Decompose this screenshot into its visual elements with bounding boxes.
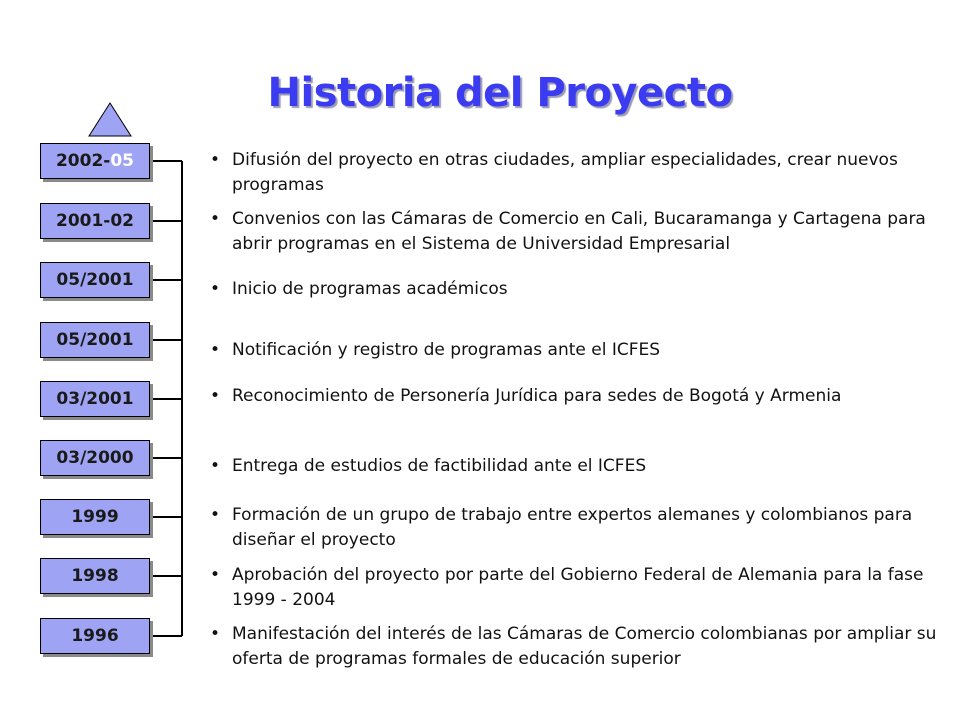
event-text: Aprobación del proyecto por parte del Gobierno Federal de Alemania para la fase 1999 - 2004 — [232, 565, 924, 610]
event-item — [210, 338, 940, 363]
year-label-highlight: 05 — [110, 151, 135, 171]
event-text: Inicio de programas académicos — [232, 279, 508, 299]
year-label: 1998 — [71, 566, 119, 586]
year-label: 05/2001 — [56, 270, 134, 290]
year-label: 05/2001 — [56, 330, 134, 350]
event-item — [210, 563, 940, 613]
event-item — [210, 622, 940, 672]
event-text: Convenios con las Cámaras de Comercio en Cali, Bucaramanga y Cartagena para abrir programas en el Sistema de Universidad Empresarial — [232, 209, 926, 254]
year-box — [40, 558, 150, 594]
year-label: 03/2001 — [56, 389, 134, 409]
event-item — [210, 148, 940, 198]
event-item — [210, 503, 940, 553]
event-text: Reconocimiento de Personería Jurídica para sedes de Bogotá y Armenia — [232, 386, 842, 406]
year-box — [40, 262, 150, 298]
year-label: 1996 — [71, 626, 119, 646]
page-title: Historia del Proyecto — [267, 70, 733, 116]
bullet-icon: • — [210, 386, 221, 406]
event-text: Entrega de estudios de factibilidad ante el ICFES — [232, 456, 647, 476]
year-box — [40, 322, 150, 358]
year-label: 2002- — [55, 151, 111, 171]
event-text: Difusión del proyecto en otras ciudades, ampliar especialidades, crear nuevos programas — [232, 150, 898, 195]
year-box — [40, 203, 150, 239]
year-label: 03/2000 — [56, 448, 134, 468]
bullet-icon: • — [210, 624, 221, 644]
year-box — [40, 440, 150, 476]
event-item — [210, 454, 940, 479]
year-box — [40, 143, 150, 179]
year-label: 2001-02 — [55, 211, 135, 231]
event-item — [210, 277, 940, 302]
bullet-icon: • — [210, 150, 221, 170]
year-label: 1999 — [71, 507, 119, 527]
bullet-icon: • — [210, 565, 221, 585]
event-text: Formación de un grupo de trabajo entre expertos alemanes y colombianos para diseñar el proyecto — [232, 505, 913, 550]
year-box — [40, 618, 150, 654]
year-box — [40, 499, 150, 535]
bullet-icon: • — [210, 209, 221, 229]
bullet-icon: • — [210, 456, 221, 476]
bullet-icon: • — [210, 340, 221, 360]
bullet-icon: • — [210, 505, 221, 525]
event-item — [210, 384, 940, 409]
event-item — [210, 207, 940, 257]
bullet-icon: • — [210, 279, 221, 299]
event-text: Manifestación del interés de las Cámaras de Comercio colombianas por ampliar su oferta de programas formales de educación superior — [232, 624, 937, 669]
event-text: Notificación y registro de programas ante el ICFES — [232, 340, 661, 360]
year-box — [40, 381, 150, 417]
